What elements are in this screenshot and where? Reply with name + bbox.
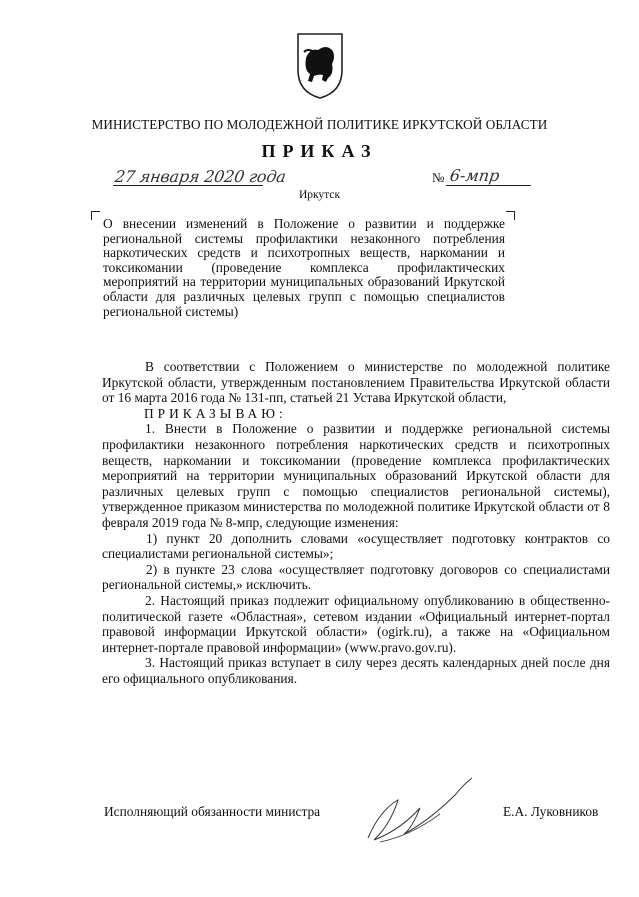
item-1-paragraph: 1. Внести в Положение о развитии и поддержке региональной системы профилактики незаконного потребления наркотических средств и психотропных веществ, наркомании и токсикомании (проведение комплекса профилактических мероприятий на территории муниципальных образований Иркутской области для различных целевых групп с помощью специалистов региональной системы), утвержденное приказом министерства по молодежной политике Иркутской области от 8 февраля 2019 года № 8-мпр, следующие изменения:: [102, 421, 610, 530]
document-subject: О внесении изменений в Положение о развитии и поддержке региональной системы профилактики незаконного потребления наркотических средств и психотропных веществ, наркомании и токсикомании (проведение комплекса профилактических мероприятий на территории муниципальных образований Иркутской области для различных целевых групп с помощью специалистов региональной системы): [103, 216, 505, 319]
signatory-role: Исполняющий обязанности министра: [104, 804, 321, 819]
handwritten-number: 6-мпр: [448, 166, 501, 185]
city-name: Иркутск: [298, 189, 341, 201]
decree-word: ПРИКАЗЫВАЮ:: [144, 405, 287, 421]
subitem-1-paragraph: 1) пункт 20 дополнить словами «осуществляет подготовку контрактов со специалистами региональной системы»;: [102, 530, 610, 562]
subitem-2-paragraph: 2) в пункте 23 слова «осуществляет подготовку договоров со специалистами региональной системы,» исключить.: [102, 561, 610, 593]
subject-bracket-left: [91, 211, 100, 220]
document-body: [102, 359, 610, 686]
number-label: №: [432, 170, 445, 185]
handwritten-signature-icon: [360, 770, 480, 850]
document-type-title: ПРИКАЗ: [261, 141, 378, 161]
item-3-paragraph: 3. Настоящий приказ вступает в силу через десять календарных дней после дня его официального опубликования.: [102, 655, 610, 686]
date-underline: [113, 185, 263, 186]
coat-of-arms-icon: [292, 30, 348, 100]
number-underline: [446, 185, 531, 186]
ministry-name: МИНИСТЕРСТВО ПО МОЛОДЕЖНОЙ ПОЛИТИКЕ ИРКУТСКОЙ ОБЛАСТИ: [91, 117, 548, 132]
signatory-name: Е.А. Луковников: [503, 804, 599, 819]
preamble-paragraph: В соответствии с Положением о министерстве по молодежной политике Иркутской области, утвержденным постановлением Правительства Иркутской области от 16 марта 2016 года № 131-пп, статьей 21 Устава Иркутской области,: [102, 359, 610, 406]
subject-bracket-right: [506, 211, 515, 220]
handwritten-date: 27 января 2020 года: [113, 167, 288, 186]
item-2-paragraph: 2. Настоящий приказ подлежит официальному опубликованию в общественно-политической газете «Областная», сетевом издании «Официальный интернет-портал правовой информации Иркутской области» (ogirk.ru), а также на «Официальном интернет-портале правовой информации» (www.pravo.gov.ru).: [102, 592, 610, 655]
